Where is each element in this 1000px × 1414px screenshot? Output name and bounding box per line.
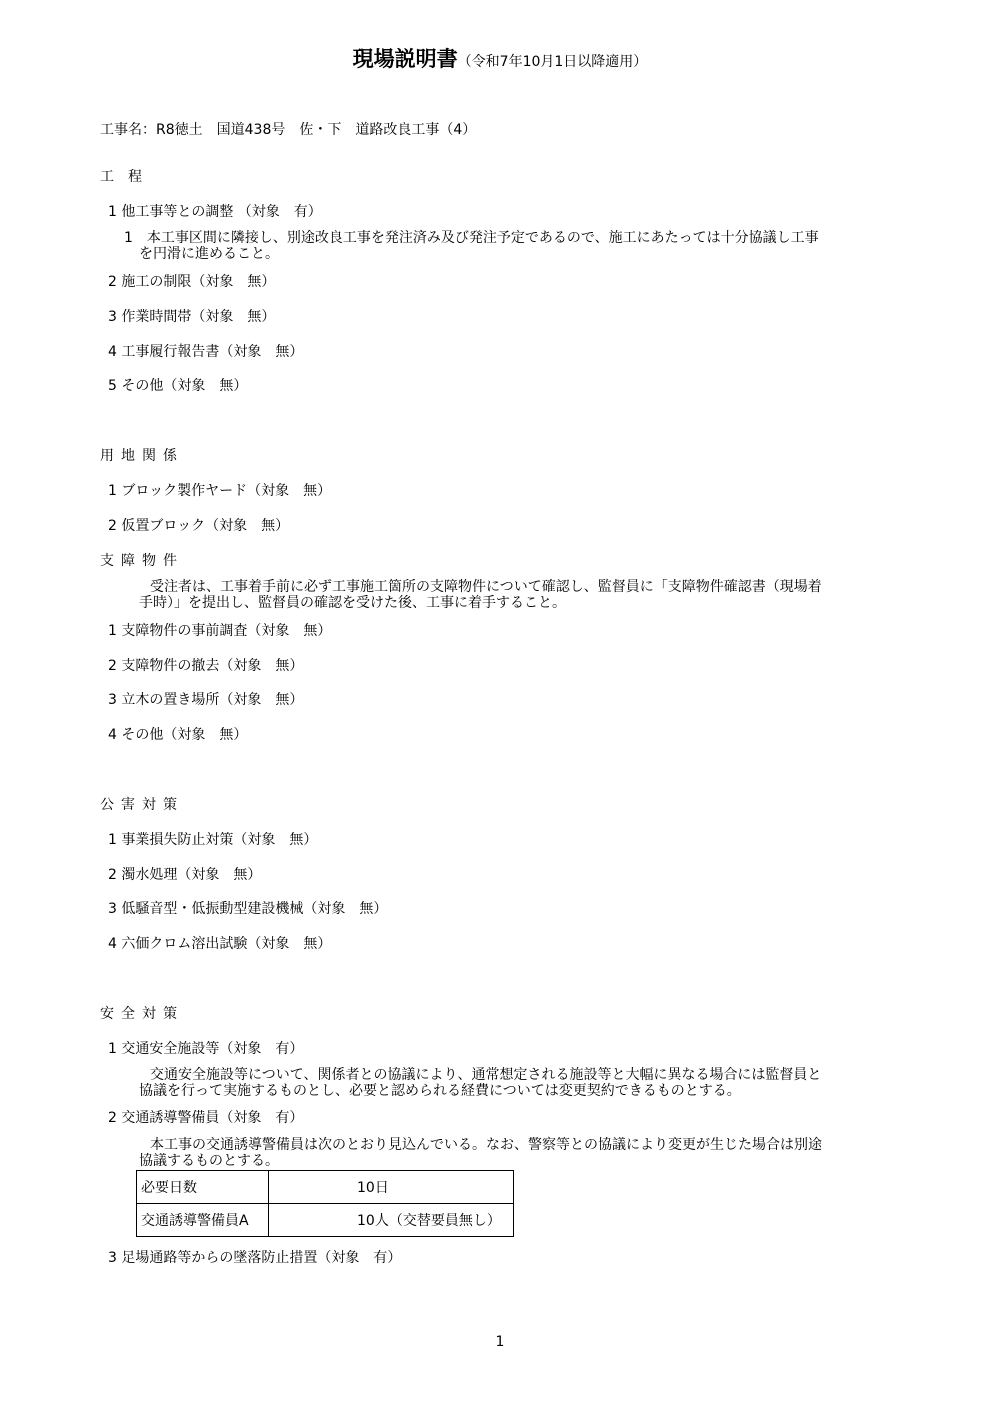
safety-item-2-note-line-1: 本工事の交通誘導警備員は次のとおり見込んでいる。なお、警察等との協議により変更が生じた場合は別途 [150,1137,822,1153]
section-heading-safety: 安全対策 [100,1006,184,1022]
land-item-1: 1 ブロック製作ヤード（対象 無） [108,483,332,499]
safety-item-2-note-line-2: 協議するものとする。 [139,1153,279,1169]
pollution-item-4: 4 六価クロム溶出試験（対象 無） [108,936,332,952]
schedule-item-2: 2 施工の制限（対象 無） [108,274,276,290]
schedule-item-5: 5 その他（対象 無） [108,378,248,394]
table-cell-value: 10日 [269,1171,514,1204]
section-heading-obstacles: 支障物件 [100,553,184,569]
schedule-item-3: 3 作業時間帯（対象 無） [108,309,276,325]
obstacles-item-1: 1 支障物件の事前調査（対象 無） [108,623,332,639]
pollution-item-3: 3 低騒音型・低振動型建設機械（対象 無） [108,901,388,917]
table-cell-value: 10人（交替要員無し） [269,1204,514,1237]
table-cell-label: 交通誘導警備員A [137,1204,269,1237]
work-name: 工事名：R8徳土 国道438号 佐・下 道路改良工事（4） [100,122,477,138]
schedule-item-1-note-line-1: 1 本工事区間に隣接し、別途改良工事を発注済み及び発注予定であるので、施工にあたっては十分協議し工事 [124,230,819,246]
obstacles-note-line-1: 受注者は、工事着手前に必ず工事施工箇所の支障物件について確認し、監督員に「支障物件確認書（現場着 [150,579,822,595]
safety-item-2: 2 交通誘導警備員（対象 有） [108,1110,304,1126]
safety-item-3: 3 足場通路等からの墜落防止措置（対象 有） [108,1250,402,1266]
safety-item-1-note-line-2: 協議を行って実施するものとし、必要と認められる経費については変更契約できるものとする。 [139,1083,741,1099]
page-number: 1 [495,1334,505,1350]
section-heading-schedule: 工 程 [100,169,142,185]
schedule-item-1: 1 他工事等との調整 （対象 有） [108,204,322,220]
page-title-block [0,47,1000,71]
schedule-item-4: 4 工事履行報告書（対象 無） [108,344,304,360]
pollution-item-1: 1 事業損失防止対策（対象 無） [108,832,318,848]
section-heading-pollution: 公害対策 [100,797,184,813]
table-cell-label: 必要日数 [137,1171,269,1204]
table-row [137,1171,514,1204]
land-item-2: 2 仮置ブロック（対象 無） [108,518,290,534]
obstacles-note-line-2: 手時）」を提出し、監督員の確認を受けた後、工事に着手すること。 [139,595,566,611]
page-title: 現場説明書 [352,47,458,71]
safety-item-1-note-line-1: 交通安全施設等について、関係者との協議により、通常想定される施設等と大幅に異なる場合には監督員と [150,1067,822,1083]
pollution-item-2: 2 濁水処理（対象 無） [108,867,262,883]
obstacles-item-3: 3 立木の置き場所（対象 無） [108,692,304,708]
schedule-item-1-note-line-2: を円滑に進めること。 [139,246,279,262]
table-row [137,1204,514,1237]
obstacles-item-2: 2 支障物件の撤去（対象 無） [108,658,304,674]
safety-item-1: 1 交通安全施設等（対象 有） [108,1041,304,1057]
obstacles-item-4: 4 その他（対象 無） [108,727,248,743]
section-heading-land: 用地関係 [100,448,184,464]
page-subtitle: （令和7年10月1日以降適用） [457,54,648,70]
traffic-guard-table [136,1170,514,1237]
